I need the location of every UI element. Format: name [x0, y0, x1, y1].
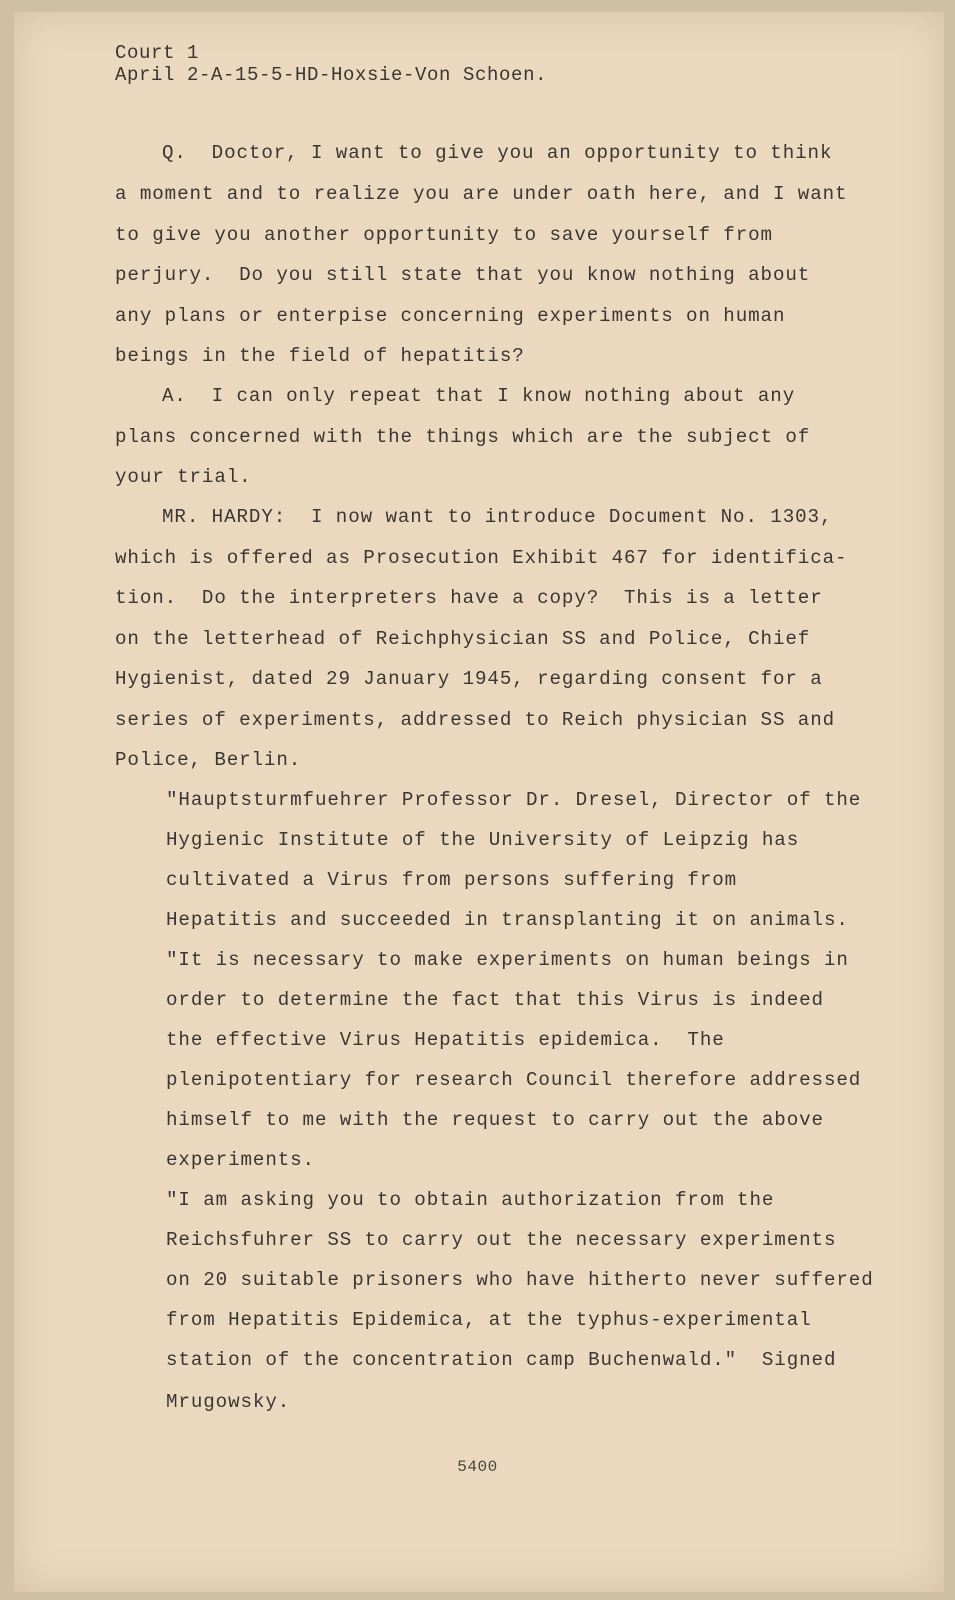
- text-line: to give you another opportunity to save yourself from: [115, 224, 773, 246]
- text-line: Reichsfuhrer SS to carry out the necessary experiments: [166, 1229, 837, 1251]
- text-line: your trial.: [115, 466, 252, 488]
- page-number: 5400: [457, 1458, 498, 1476]
- text-line: which is offered as Prosecution Exhibit 467 for identifica-: [115, 547, 848, 569]
- text-line: beings in the field of hepatitis?: [115, 345, 525, 367]
- text-line: himself to me with the request to carry out the above: [166, 1109, 824, 1131]
- text-line: series of experiments, addressed to Reich physician SS and: [115, 709, 836, 731]
- text-line: order to determine the fact that this Virus is indeed: [166, 989, 824, 1011]
- reference-line: April 2-A-15-5-HD-Hoxsie-Von Schoen.: [115, 64, 548, 86]
- text-line: cultivated a Virus from persons suffering from: [166, 869, 738, 891]
- text-line: a moment and to realize you are under oath here, and I want: [115, 183, 848, 205]
- text-line: "I am asking you to obtain authorization from the: [166, 1189, 775, 1211]
- text-line: from Hepatitis Epidemica, at the typhus-experimental: [166, 1309, 812, 1331]
- text-line: experiments.: [166, 1149, 315, 1171]
- text-line: plans concerned with the things which are the subject of: [115, 426, 811, 448]
- text-line: "It is necessary to make experiments on human beings in: [166, 949, 849, 971]
- text-line: Police, Berlin.: [115, 749, 302, 771]
- text-line: perjury. Do you still state that you know nothing about: [115, 264, 811, 286]
- text-line: A. I can only repeat that I know nothing about any: [162, 385, 796, 407]
- text-line: Q. Doctor, I want to give you an opportunity to think: [162, 142, 833, 164]
- text-line: "Hauptsturmfuehrer Professor Dr. Dresel, Director of the: [166, 789, 862, 811]
- text-line: Mrugowsky.: [166, 1391, 291, 1413]
- text-line: on the letterhead of Reichphysician SS and Police, Chief: [115, 628, 811, 650]
- text-line: any plans or enterpise concerning experiments on human: [115, 305, 786, 327]
- text-line: Hepatitis and succeeded in transplanting it on animals.: [166, 909, 849, 931]
- text-line: the effective Virus Hepatitis epidemica. The: [166, 1029, 725, 1051]
- text-line: station of the concentration camp Buchenwald." Signed: [166, 1349, 837, 1371]
- text-line: on 20 suitable prisoners who have hitherto never suffered: [166, 1269, 874, 1291]
- text-line: Hygienist, dated 29 January 1945, regarding consent for a: [115, 668, 823, 690]
- text-line: Hygienic Institute of the University of Leipzig has: [166, 829, 800, 851]
- text-line: MR. HARDY: I now want to introduce Document No. 1303,: [162, 506, 833, 528]
- text-line: tion. Do the interpreters have a copy? This is a letter: [115, 587, 823, 609]
- document-header: [115, 42, 547, 86]
- text-line: plenipotentiary for research Council therefore addressed: [166, 1069, 862, 1091]
- court-label: Court 1: [115, 42, 200, 64]
